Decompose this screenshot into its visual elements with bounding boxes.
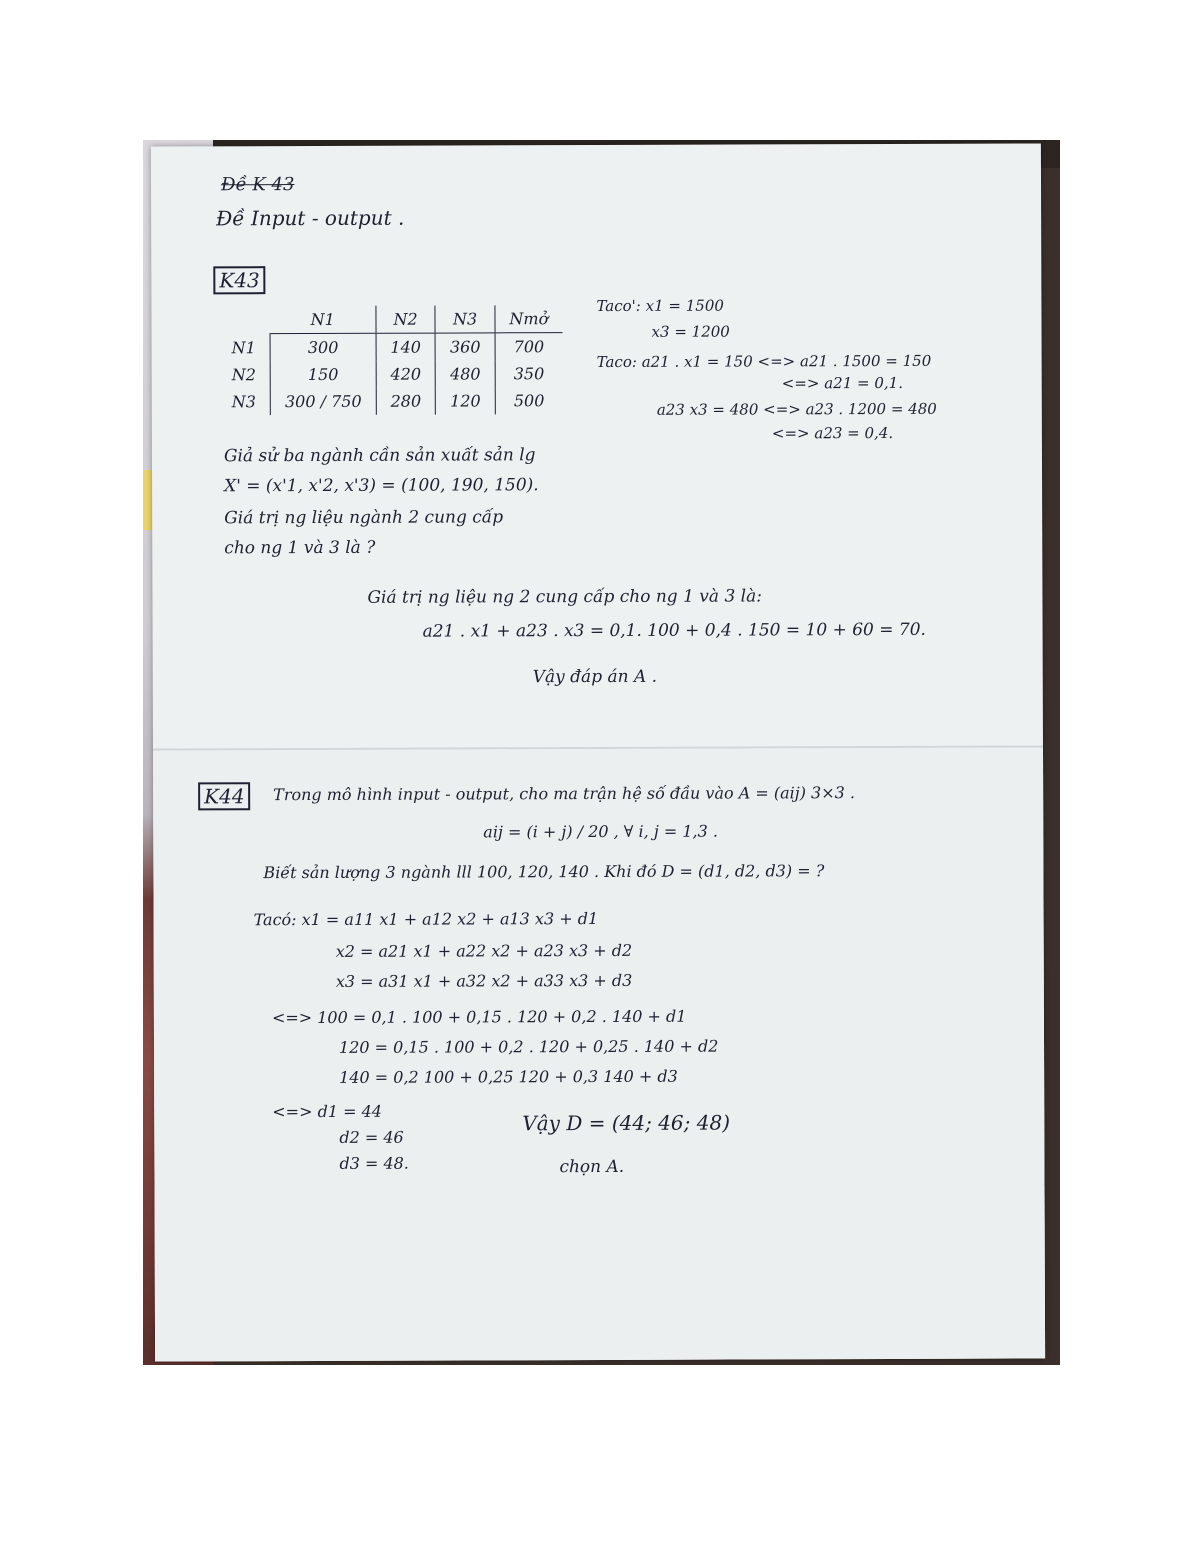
col-header: N2 [376, 306, 436, 334]
table-cell: 350 [495, 360, 562, 387]
conclusion-line: Vậy D = (44; 46; 48) [522, 1110, 731, 1136]
table-row [232, 333, 563, 362]
col-header: N3 [435, 305, 495, 333]
row-header: N3 [232, 388, 271, 415]
lower-page [153, 747, 1045, 1361]
question-line: aij = (i + j) / 20 , ∀ i, j = 1,3 . [483, 821, 719, 842]
col-header: N1 [270, 306, 376, 334]
answer-line: Giá trị ng liệu ng 2 cung cấp cho ng 1 và 3 là: [367, 586, 762, 608]
question-line: Giả sử ba ngành cần sản xuất sản lg [223, 445, 536, 467]
table-cell: 120 [436, 387, 496, 414]
substituted-line: 120 = 0,15 . 100 + 0,2 . 120 + 0,25 . 140 + d2 [338, 1036, 719, 1057]
substituted-line: <=> 100 = 0,1 . 100 + 0,15 . 120 + 0,2 . 140 + d1 [271, 1006, 687, 1028]
problem-tag-k44: K44 [198, 782, 250, 810]
problem-tag-k43: K43 [213, 266, 265, 294]
table-row [232, 387, 563, 415]
question-line: Trong mô hình input - output, cho ma trận hệ số đầu vào A = (aij) 3×3 . [273, 783, 855, 805]
header-struck: Đề K 43 [220, 174, 295, 196]
answer-line: Vậy đáp án A . [532, 666, 658, 688]
result-line: d3 = 48. [339, 1153, 409, 1173]
answer-line: a21 . x1 + a23 . x3 = 0,1. 100 + 0,4 . 150 = 10 + 60 = 70. [422, 619, 926, 642]
table-cell: 300 [307, 337, 339, 358]
system-line: Tacó: x1 = a11 x1 + a12 x2 + a13 x3 + d1 [253, 909, 599, 930]
table-cell: 280 [376, 388, 436, 415]
conclusion-line: chọn A. [559, 1156, 625, 1178]
question-line: cho ng 1 và 3 là ? [224, 537, 376, 559]
page-title: Đề Input - output . [216, 205, 405, 231]
table-cell: 360 [435, 333, 495, 361]
row-header: N2 [232, 361, 271, 388]
note-line: <=> a21 = 0,1. [781, 373, 903, 393]
question-line: Biết sản lượng 3 ngành lll 100, 120, 140 . Khi đó D = (d1, d2, d3) = ? [263, 861, 825, 883]
system-line: x3 = a31 x1 + a32 x2 + a33 x3 + d3 [335, 970, 633, 991]
system-line: x2 = a21 x1 + a22 x2 + a23 x3 + d2 [335, 940, 633, 961]
question-line: X' = (x'1, x'2, x'3) = (100, 190, 150). [224, 475, 539, 497]
substituted-line: 140 = 0,2 100 + 0,25 120 + 0,3 140 + d3 [339, 1066, 678, 1087]
notebook-page [151, 143, 1045, 1361]
question-line: Giá trị ng liệu ngành 2 cung cấp [224, 507, 504, 529]
photo [143, 140, 1060, 1365]
col-header: Nmở [495, 305, 562, 333]
table-cell: 480 [436, 360, 496, 387]
table-cell: 140 [376, 333, 436, 361]
input-output-table [231, 305, 562, 415]
note-line: a23 x3 = 480 <=> a23 . 1200 = 480 [656, 399, 937, 419]
table-cell: 300 / 750 [284, 391, 362, 412]
table-cell: 700 [495, 333, 562, 361]
table-cell: 500 [495, 387, 562, 414]
note-line: x3 = 1200 [651, 322, 730, 341]
result-line: d2 = 46 [339, 1127, 404, 1147]
note-line: Taco': x1 = 1500 [596, 296, 724, 316]
row-header: N1 [232, 334, 271, 362]
note-line: Taco: a21 . x1 = 150 <=> a21 . 1500 = 150 [596, 351, 932, 372]
table-cell: 150 [307, 364, 339, 385]
table-cell: 420 [376, 361, 436, 388]
table-row [232, 360, 563, 388]
result-line: <=> d1 = 44 [272, 1101, 382, 1122]
note-line: <=> a23 = 0,4. [771, 423, 894, 443]
